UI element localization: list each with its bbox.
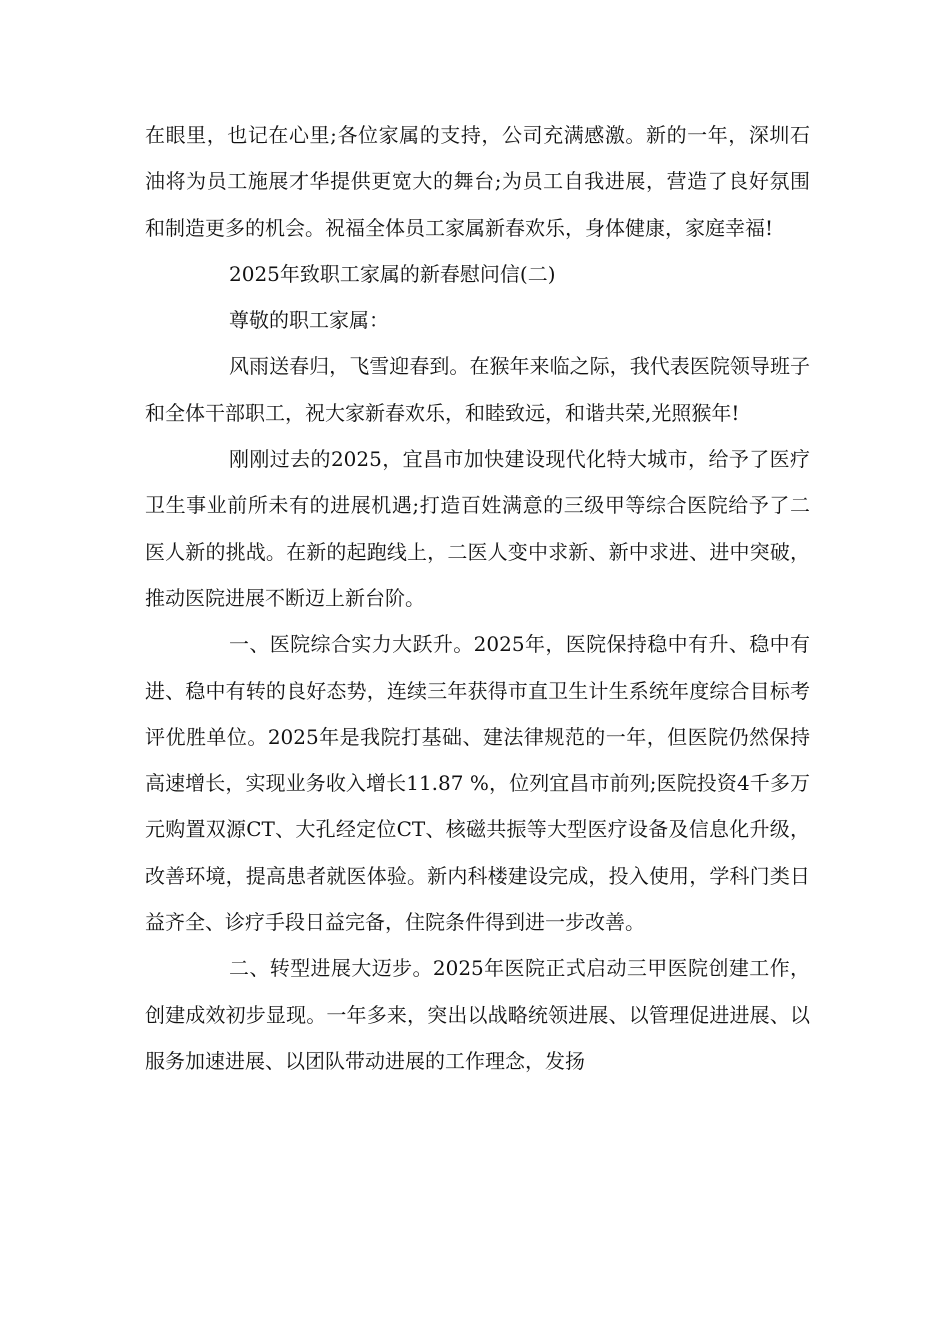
document-body [145,112,810,1084]
paragraph-section-two: 二、转型进展大迈步。2025年医院正式启动三甲医院创建工作，创建成效初步显现。一年多来，突出以战略统领进展、以管理促进进展、以服务加速进展、以团队带动进展的工作理念，发扬 [145,956,810,1073]
paragraph-closing-previous-letter: 在眼里，也记在心里;各位家属的支持，公司充满感激。新的一年，深圳石油将为员工施展才华提供更宽大的舞台;为员工自我进展，营造了良好氛围和制造更多的机会。祝福全体员工家属新春欢乐，身体健康，家庭幸福! [145,123,810,240]
paragraph-section-one: 一、医院综合实力大跃升。2025年，医院保持稳中有升、稳中有进、稳中有转的良好态势，连续三年获得市直卫生计生系统年度综合目标考评优胜单位。2025年是我院打基础、建法律规范的一年，但医院仍然保持高速增长，实现业务收入增长11.87 %，位列宜昌市前列;医院投资4千多万元购置双源CT、大孔经定位CT、核磁共振等大型医疗设备及信息化升级，改善环境，提高患者就医体验。新内科楼建设完成，投入使用，学科门类日益齐全、诊疗手段日益完备，住院条件得到进一步改善。 [145,632,810,935]
salutation: 尊敬的职工家属： [229,308,389,333]
paragraph-greeting: 风雨送春归，飞雪迎春到。在猴年来临之际，我代表医院领导班子和全体干部职工，祝大家新春欢乐，和睦致远，和谐共荣,光照猴年! [145,354,810,425]
letter-title: 2025年致职工家属的新春慰问信(二) [229,261,556,286]
paragraph-review: 刚刚过去的2025，宜昌市加快建设现代化特大城市，给予了医疗卫生事业前所未有的进展机遇;打造百姓满意的三级甲等综合医院给予了二医人新的挑战。在新的起跑线上，二医人变中求新、新中求进、进中突破，推动医院进展不断迈上新台阶。 [145,447,810,610]
